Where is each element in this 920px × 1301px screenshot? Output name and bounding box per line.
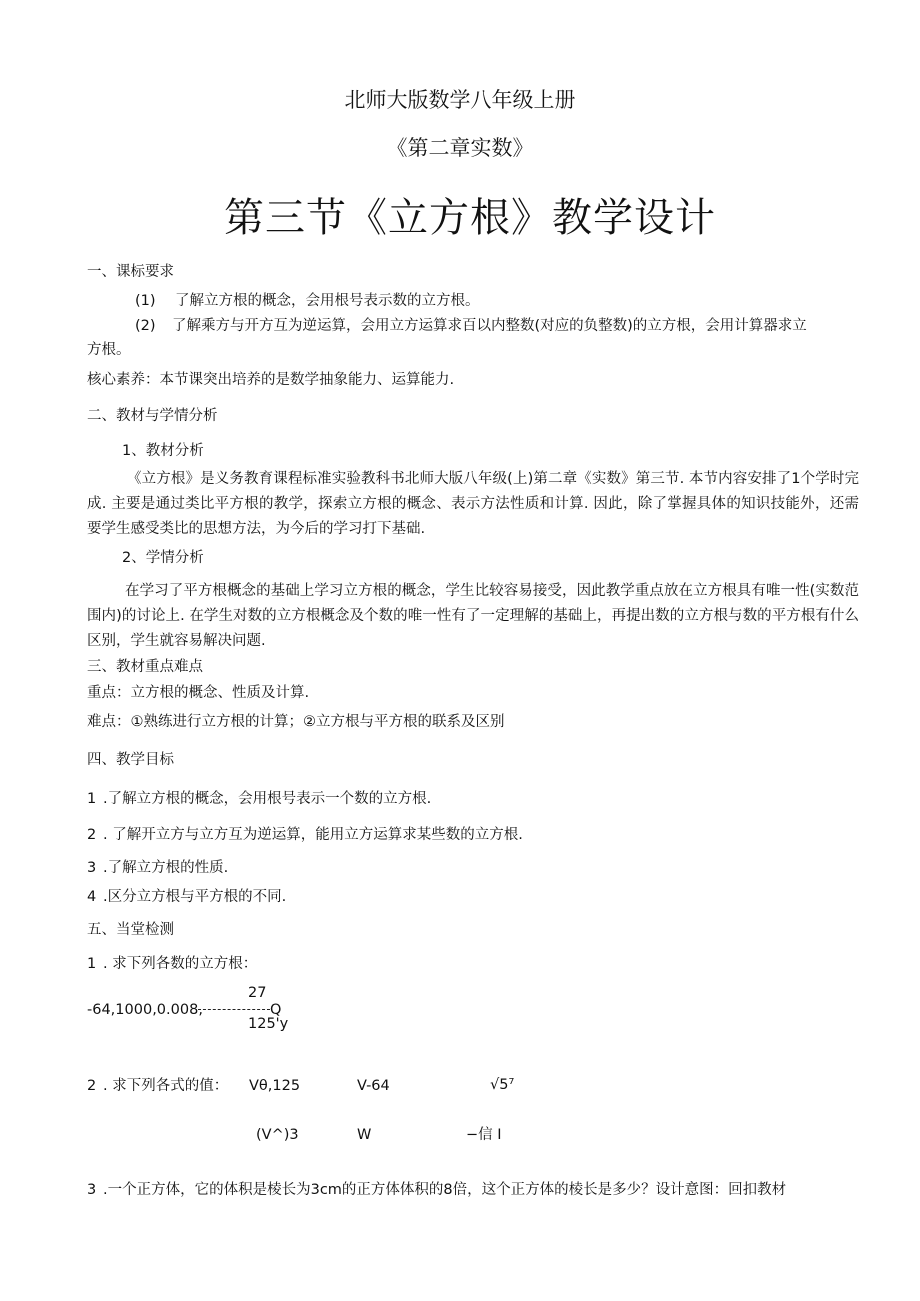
requirement-2-text: 了解乘方与开方互为逆运算，会用立方运算求百以内整数(对应的负整数)的立方根，会用计算器求立: [172, 318, 807, 334]
subtitle-grade: 北师大版数学八年级上册: [344, 88, 576, 112]
subheading-material: 1、教材分析: [122, 443, 204, 459]
fraction-denominator: 125'y: [248, 1016, 289, 1032]
requirement-2-text-cont: 方根。: [87, 342, 131, 358]
section-heading-2: 二、教材与学情分析: [87, 408, 218, 424]
expression-5: W: [357, 1127, 372, 1143]
goal-1-text: .了解立方根的概念，会用根号表示一个数的立方根.: [103, 791, 432, 807]
question-3-number: 3: [87, 1182, 97, 1198]
section-heading-3: 三、教材重点难点: [87, 659, 203, 675]
goal-2-text: . 了解开立方与立方互为逆运算，能用立方运算求某些数的立方根.: [103, 827, 523, 843]
section-heading-4: 四、教学目标: [87, 752, 174, 768]
goal-3-number: 3: [87, 860, 97, 876]
key-points: 重点：立方根的概念、性质及计算.: [87, 685, 310, 701]
expression-4: (V^)3: [256, 1127, 299, 1143]
subtitle-chapter: 《第二章实数》: [386, 136, 534, 160]
learner-analysis-paragraph: 在学习了平方根概念的基础上学习立方根的概念，学生比较容易接受，因此教学重点放在立方根具有唯一性(实数范围内)的讨论上. 在学生对数的立方根概念及个数的唯一性有了一定理解的基础上，再提出数的立方根与数的平方根有什么区别，学生就容易解决问题.: [87, 583, 859, 649]
page-title: 第三节《立方根》教学设计: [224, 195, 716, 241]
goal-4-text: .区分立方根与平方根的不同.: [103, 889, 287, 905]
question-3-text: .一个正方体，它的体积是棱长为3cm的正方体体积的8倍，这个正方体的棱长是多少？设计意图：回扣教材: [103, 1182, 787, 1198]
question-1-text: . 求下列各数的立方根：: [103, 956, 258, 972]
goal-3-text: .了解立方根的性质.: [103, 860, 229, 876]
goal-2-number: 2: [87, 827, 97, 843]
goal-1-number: 1: [87, 791, 97, 807]
fraction-tail: Q: [270, 1002, 282, 1018]
difficult-points: 难点：①熟练进行立方根的计算；②立方根与平方根的联系及区别: [87, 714, 505, 730]
fraction-bar: [198, 1009, 270, 1010]
question-1-number: 1: [87, 956, 97, 972]
fraction-numerator: 27: [248, 985, 267, 1001]
question-2-text: . 求下列各式的值：: [103, 1078, 229, 1094]
requirement-1-text: 了解立方根的概念，会用根号表示数的立方根。: [175, 293, 480, 309]
expression-6: −信 I: [466, 1127, 502, 1143]
section-heading-5: 五、当堂检测: [87, 922, 174, 938]
subheading-learner: 2、学情分析: [122, 550, 204, 566]
expression-1: Vθ,125: [249, 1078, 301, 1094]
core-literacy: 核心素养：本节课突出培养的是数学抽象能力、运算能力.: [87, 372, 455, 388]
expression-3: √5⁷: [490, 1077, 515, 1093]
section-heading-1: 一、课标要求: [87, 264, 174, 280]
requirement-2-number: (2): [135, 318, 156, 334]
requirement-1-number: (1): [135, 293, 156, 309]
question-1-number-list: -64,1000,0.008,: [87, 1002, 203, 1018]
question-2-number: 2: [87, 1078, 97, 1094]
material-analysis-paragraph: 《立方根》是义务教育课程标准实验教科书北师大版八年级(上)第二章《实数》第三节. 本节内容安排了1个学时完成. 主要是通过类比平方根的教学，探索立方根的概念、表示方法性质和计算. 因此，除了掌握具体的知识技能外，还需要学生感受类比的思想方法，为今后的学习打下基础.: [87, 471, 859, 537]
goal-4-number: 4: [87, 889, 97, 905]
expression-2: V-64: [357, 1078, 390, 1094]
